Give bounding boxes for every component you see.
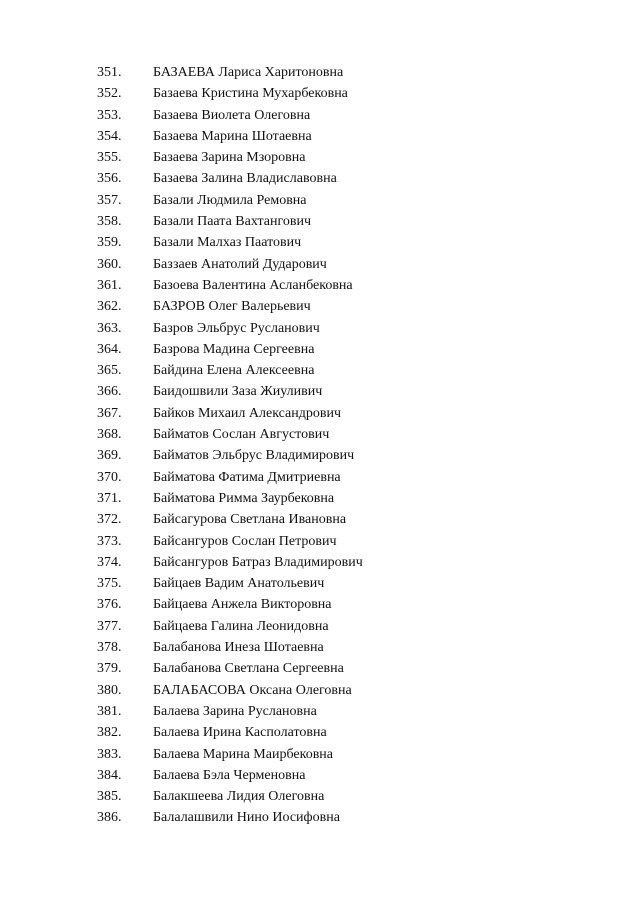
list-item [0,488,640,509]
entry-name: Балаева Марина Маирбековна [153,746,334,762]
entry-name: Балакшеева Лидия Олеговна [153,789,325,805]
list-item [0,83,640,104]
list-item [0,62,640,83]
entry-name: Байков Михаил Александрович [153,405,342,421]
list-item [0,680,640,701]
entry-number: 367. [97,405,122,421]
list-item [0,701,640,722]
list-item [0,381,640,402]
list-item [0,190,640,211]
entry-number: 358. [97,214,122,230]
entry-name: БАЗРОВ Олег Валерьевич [153,299,311,315]
entry-number: 366. [97,384,122,400]
entry-number: 374. [97,554,122,570]
entry-name: Баззаев Анатолий Дударович [153,256,327,272]
list-item [0,637,640,658]
entry-name: Байдина Елена Алексеевна [153,363,315,379]
entry-number: 356. [97,171,122,187]
entry-name: Байсангуров Батраз Владимирович [153,554,363,570]
entry-name: Базали Малхаз Паатович [153,235,302,251]
entry-number: 351. [97,65,122,80]
list-item [0,168,640,189]
entry-name: Байцаева Анжела Викторовна [153,597,332,613]
list-item [0,339,640,360]
entry-name: Балабанова Инеза Шотаевна [153,640,324,656]
list-item [0,744,640,765]
entry-number: 377. [97,618,122,634]
entry-name: Байматов Эльбрус Владимирович [153,448,355,464]
entry-number: 371. [97,490,122,506]
name-list [0,62,640,829]
entry-number: 378. [97,640,122,656]
list-item [0,318,640,339]
list-item [0,573,640,594]
list-item [0,232,640,253]
entry-number: 369. [97,448,122,464]
list-item [0,296,640,317]
list-item [0,211,640,232]
list-item [0,360,640,381]
entry-number: 379. [97,661,122,677]
entry-number: 386. [97,810,122,826]
list-item [0,531,640,552]
list-item [0,552,640,573]
entry-number: 364. [97,341,122,357]
entry-number: 353. [97,107,122,123]
entry-name: БАЗАЕВА Лариса Харитоновна [153,65,344,80]
entry-name: Байматов Сослан Августович [153,427,330,443]
entry-number: 355. [97,150,122,166]
entry-number: 384. [97,767,122,783]
list-item [0,254,640,275]
entry-number: 383. [97,746,122,762]
entry-name: Базаева Зарина Мзоровна [153,150,306,166]
entry-name: Базаева Виолета Олеговна [153,107,311,123]
entry-name: Байсангуров Сослан Петрович [153,533,337,549]
entry-number: 354. [97,128,122,144]
list-item [0,594,640,615]
entry-name: БАЛАБАСОВА Оксана Олеговна [153,682,352,698]
entry-name: Базоева Валентина Асланбековна [153,277,353,293]
entry-name: Базаева Залина Владиславовна [153,171,337,187]
list-item [0,126,640,147]
list-item [0,445,640,466]
entry-number: 370. [97,469,122,485]
entry-number: 365. [97,363,122,379]
list-item [0,509,640,530]
entry-name: Баидошвили Заза Жиуливич [153,384,323,400]
entry-number: 368. [97,427,122,443]
list-item [0,105,640,126]
list-item [0,403,640,424]
entry-name: Балаева Зарина Руслановна [153,703,317,719]
entry-name: Байцаева Галина Леонидовна [153,618,329,634]
entry-name: Базали Паата Вахтангович [153,214,312,230]
entry-name: Балаева Ирина Касполатовна [153,725,327,741]
entry-name: Байсагурова Светлана Ивановна [153,512,347,528]
entry-number: 372. [97,512,122,528]
entry-number: 381. [97,703,122,719]
entry-name: Балабанова Светлана Сергеевна [153,661,344,677]
list-item [0,807,640,828]
list-item [0,616,640,637]
entry-name: Базаева Марина Шотаевна [153,128,312,144]
list-item [0,147,640,168]
entry-number: 375. [97,576,122,592]
entry-number: 376. [97,597,122,613]
entry-name: Балалашвили Нино Иосифовна [153,810,340,826]
entry-number: 380. [97,682,122,698]
entry-name: Базров Эльбрус Русланович [153,320,320,336]
entry-name: Байматова Фатима Дмитриевна [153,469,341,485]
list-item [0,275,640,296]
entry-number: 361. [97,277,122,293]
entry-number: 373. [97,533,122,549]
entry-name: Байматова Римма Заурбековна [153,490,335,506]
entry-number: 359. [97,235,122,251]
list-item [0,424,640,445]
entry-number: 357. [97,192,122,208]
entry-name: Балаева Бэла Черменовна [153,767,306,783]
entry-name: Базрова Мадина Сергеевна [153,341,315,357]
entry-number: 362. [97,299,122,315]
list-item [0,765,640,786]
entry-number: 352. [97,86,122,102]
entry-number: 360. [97,256,122,272]
list-item [0,467,640,488]
entry-name: Байцаев Вадим Анатольевич [153,576,325,592]
list-item [0,786,640,807]
entry-number: 363. [97,320,122,336]
entry-name: Базаева Кристина Мухарбековна [153,86,348,102]
entry-name: Базали Людмила Ремовна [153,192,307,208]
list-item [0,722,640,743]
list-item [0,658,640,679]
entry-number: 382. [97,725,122,741]
entry-number: 385. [97,789,122,805]
